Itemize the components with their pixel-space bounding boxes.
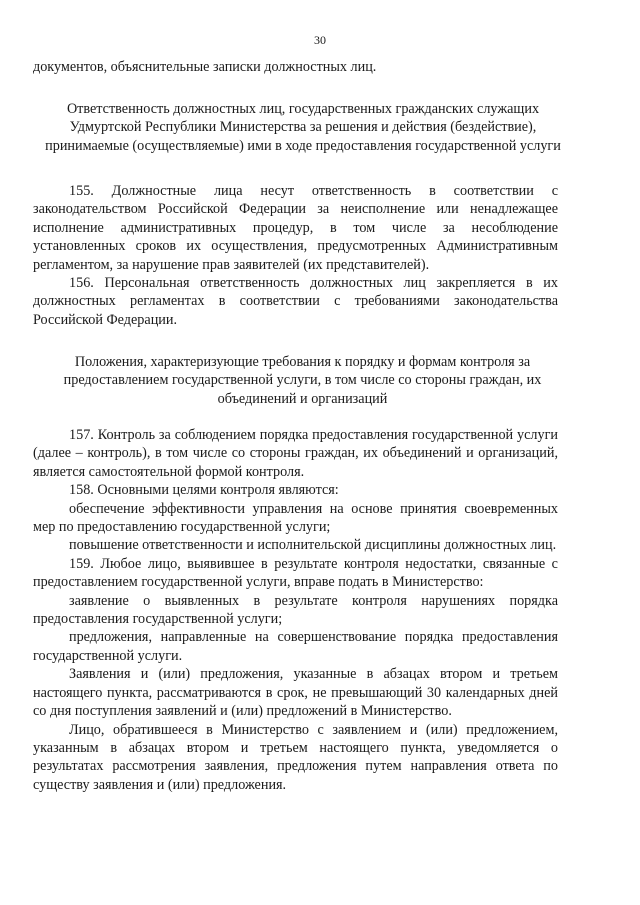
section-heading-control: Положения, характеризующие требования к порядку и формам контроля за предоставлением государственной услуги, в том числе со стороны граждан, их объединений и организаций xyxy=(63,354,542,407)
paragraph-157: 157. Контроль за соблюдением порядка предоставления государственной услуги (далее – контроль), в том числе со стороны граждан, их объединений и организаций, является самостоятельной формой контроля. xyxy=(33,427,558,480)
paragraph-goal-2: повышение ответственности и исполнительской дисциплины должностных лиц. xyxy=(69,537,557,554)
paragraph-155: 155. Должностные лица несут ответственность в соответствии с законодательством Российской Федерации за неисполнение или ненадлежащее исполнение административных процедур, в том числе за несоблюдение установленных сроков их осуществления, предусмотренных Административным регламентом, за нарушение прав заявителей (их представителей). xyxy=(33,183,558,273)
paragraph-notification: Лицо, обратившееся в Министерство с заявлением и (или) предложением, указанным в абзацах втором и третьем настоящего пункта, уведомляется о результатах рассмотрения заявления, предложения путем направления ответа по существу заявления и (или) предложения. xyxy=(33,721,558,793)
paragraph-156: 156. Персональная ответственность должностных лиц закрепляется в их должностных регламентах в соответствии с требованиями законодательства Российской Федерации. xyxy=(33,275,558,328)
continuation-line xyxy=(33,58,558,76)
section-heading-responsibility: Ответственность должностных лиц, государственных гражданских служащих Удмуртской Республики Министерства за решения и действия (бездействие), принимаемые (осуществляемые) ими в ходе предоставления государственной услуги xyxy=(45,101,561,154)
paragraph-proposals: предложения, направленные на совершенствование порядка предоставления государственной услуги. xyxy=(33,629,558,664)
paragraph-statement: заявление о выявленных в результате контроля нарушениях порядка предоставления государственной услуги; xyxy=(33,592,558,628)
section-body-responsibility xyxy=(33,182,558,329)
page-number: 30 xyxy=(314,33,326,47)
paragraph-goal-1: обеспечение эффективности управления на основе принятия своевременных мер по предоставлению государственной услуги; xyxy=(33,500,558,536)
paragraph-159: 159. Любое лицо, выявившее в результате контроля недостатки, связанные с предоставлением государственной услуги, вправе подать в Министерство: xyxy=(33,555,558,591)
paragraph-review-term: Заявления и (или) предложения, указанные в абзацах втором и третьем настоящего пункта, рассматриваются в срок, не превышающий 30 календарных дней со дня поступления заявлений и (или) предложений в Министерство. xyxy=(33,666,558,720)
section-body-control xyxy=(33,426,558,794)
paragraph-158: 158. Основными целями контроля являются: xyxy=(69,482,339,499)
top-line: документов, объяснительные записки должностных лиц. xyxy=(33,59,377,75)
